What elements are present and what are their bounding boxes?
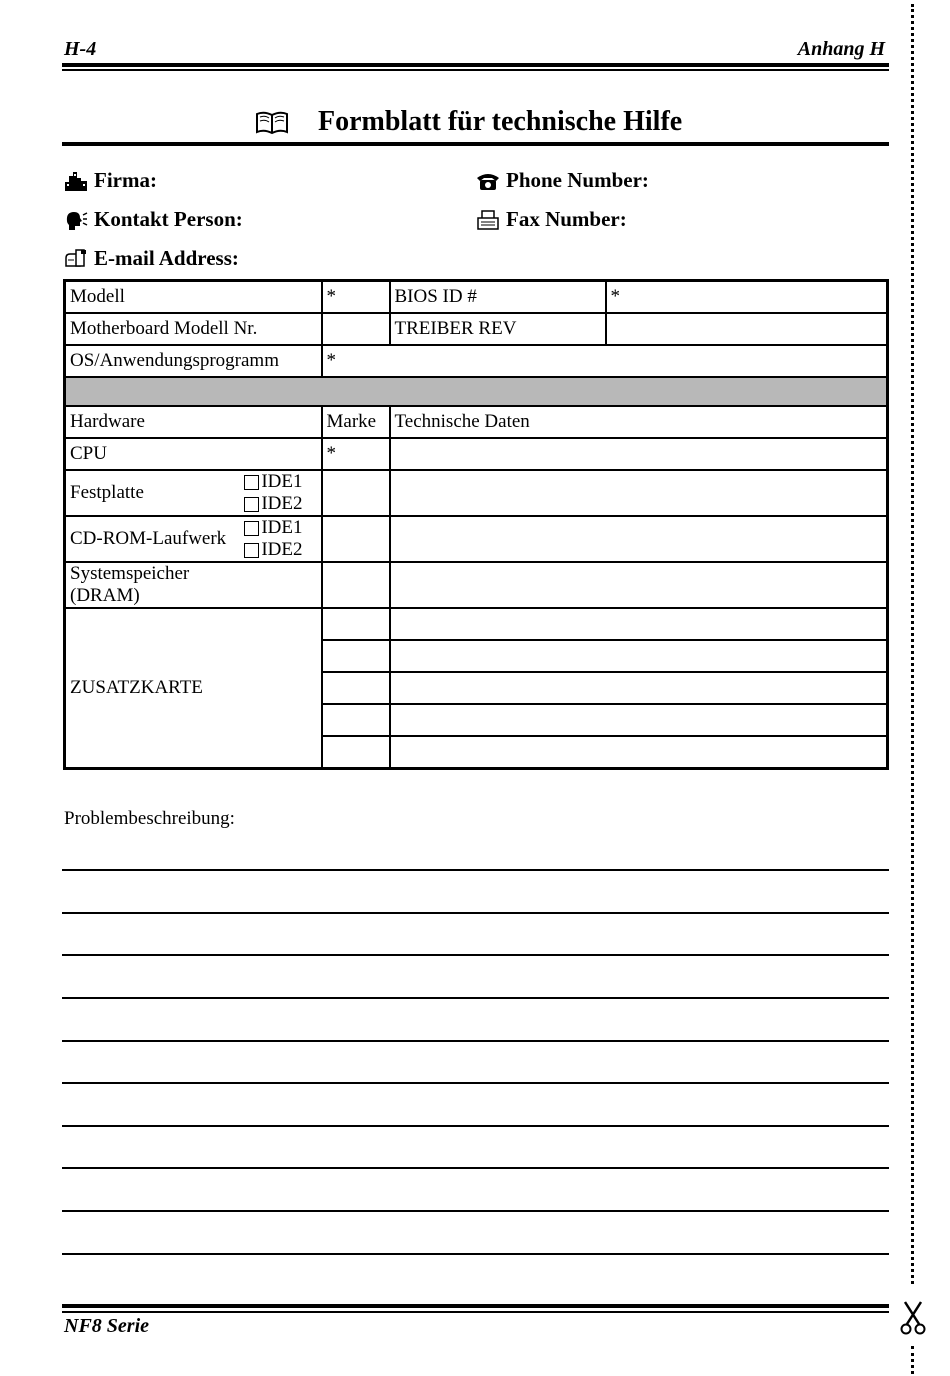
writing-line [62,1253,889,1255]
footer-rule [62,1304,889,1308]
table-row [65,562,888,608]
cdrom-daten-value [390,516,888,562]
zusatzkarte-marke-value [322,608,390,640]
separator-row [65,377,888,406]
cdrom-ide2-checkbox[interactable] [244,543,259,558]
festplatte-cell [65,470,322,516]
footer-rule-thin [62,1311,889,1313]
treiber-rev-value [606,313,888,345]
writing-line [62,1167,889,1169]
table-row [65,516,888,562]
modell-label: Modell [65,281,322,314]
os-label: OS/Anwendungsprogramm [65,345,322,377]
festplatte-label: Festplatte [70,482,144,503]
mailbox-icon [64,248,88,270]
cpu-marke-value: * [322,438,390,470]
chapter-title: Anhang H [797,38,885,60]
gray-separator [65,377,888,406]
writing-line [62,1082,889,1084]
buildings-icon [64,170,88,192]
scissors-icon [900,1300,926,1341]
festplatte-marke-value [322,470,390,516]
zusatzkarte-marke-value [322,736,390,769]
open-book-icon [255,110,289,141]
writing-line [62,912,889,914]
cut-line [911,1346,914,1374]
zusatzkarte-daten-value [390,704,888,736]
phone-field [476,168,649,193]
cdrom-marke-value [322,516,390,562]
firma-field [64,168,157,193]
email-label: E-mail Address: [94,246,239,270]
systemspeicher-cell [65,562,322,608]
title-rule [62,142,889,146]
cut-line [911,4,914,1284]
series-name: NF8 Serie [64,1315,149,1337]
page-title: Formblatt für technische Hilfe [318,106,683,137]
hardware-header: Hardware [65,406,322,438]
phone-label: Phone Number: [506,168,649,192]
column-header-row [65,406,888,438]
writing-line [62,1040,889,1042]
treiber-rev-label: TREIBER REV [390,313,606,345]
writing-line [62,954,889,956]
email-field [64,246,239,271]
systemspeicher-marke-value [322,562,390,608]
kontakt-field [64,207,243,232]
marke-header: Marke [322,406,390,438]
table-row [65,608,888,640]
festplatte-ide1-checkbox[interactable] [244,475,259,490]
motherboard-modell-value [322,313,390,345]
bios-id-label: BIOS ID # [390,281,606,314]
cpu-daten-value [390,438,888,470]
telephone-icon [476,170,500,192]
cdrom-cell [65,516,322,562]
cpu-label: CPU [65,438,322,470]
writing-line [62,997,889,999]
modell-value: * [322,281,390,314]
kontakt-label: Kontakt Person: [94,207,243,231]
cdrom-label: CD-ROM-Laufwerk [70,528,227,549]
systemspeicher-label-2: (DRAM) [70,585,140,606]
support-form-table [63,279,889,770]
checkbox-label: IDE1 [261,471,303,492]
writing-line [62,1210,889,1212]
technische-daten-header: Technische Daten [390,406,888,438]
fax-label: Fax Number: [506,207,627,231]
speaking-head-icon [64,209,88,231]
fax-field [476,207,627,232]
systemspeicher-label-1: Systemspeicher [70,563,190,584]
header-rule [62,63,889,67]
zusatzkarte-daten-value [390,640,888,672]
zusatzkarte-daten-value [390,672,888,704]
os-value: * [322,345,888,377]
motherboard-modell-label: Motherboard Modell Nr. [65,313,322,345]
writing-line [62,1125,889,1127]
zusatzkarte-marke-value [322,640,390,672]
page-number: H-4 [64,38,97,60]
zusatzkarte-marke-value [322,704,390,736]
header-rule-thin [62,69,889,71]
cdrom-ide1-checkbox[interactable] [244,521,259,536]
festplatte-ide2-checkbox[interactable] [244,497,259,512]
systemspeicher-daten-value [390,562,888,608]
table-row [65,345,888,377]
firma-label: Firma: [94,168,157,192]
table-row [65,313,888,345]
fax-icon [476,209,500,231]
checkbox-label: IDE1 [261,517,303,538]
table-row [65,281,888,314]
zusatzkarte-marke-value [322,672,390,704]
zusatzkarte-label: ZUSATZKARTE [65,608,322,769]
festplatte-daten-value [390,470,888,516]
table-row [65,438,888,470]
problem-label: Problembeschreibung: [64,808,235,829]
writing-line [62,869,889,871]
zusatzkarte-daten-value [390,608,888,640]
checkbox-label: IDE2 [261,493,303,514]
zusatzkarte-daten-value [390,736,888,769]
bios-id-value: * [606,281,888,314]
checkbox-label: IDE2 [261,539,303,560]
table-row [65,470,888,516]
